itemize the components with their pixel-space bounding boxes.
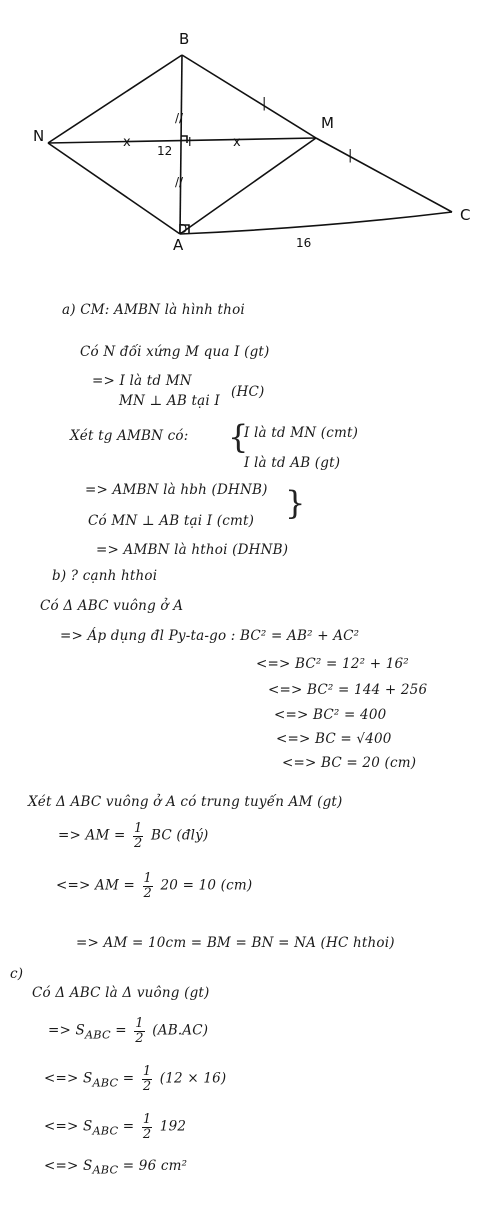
segment-AC (180, 212, 452, 234)
fraction-num: 1 (135, 1016, 144, 1031)
tick-BI: // (175, 111, 184, 125)
part-b-line-2: => Áp dụng đl Py-ta-go : BC² = AB² + AC² (60, 628, 360, 644)
area-symbol: <=> S (44, 1070, 93, 1087)
part-b-line-1: Có Δ ABC vuông ở A (40, 598, 184, 614)
area-subscript: ABC (92, 1124, 119, 1138)
length-AC: 16 (296, 236, 312, 250)
label-N: N (33, 127, 45, 145)
area-symbol: => S (48, 1022, 85, 1039)
part-b-line-4: <=> BC² = 144 + 256 (268, 682, 428, 698)
area-formula: (AB.AC) (152, 1022, 209, 1039)
fraction-den: 2 (134, 835, 143, 851)
fraction-half-5 (142, 1113, 152, 1141)
label-I: I (188, 135, 192, 149)
fraction-half-4 (142, 1065, 152, 1093)
fraction-den: 2 (142, 1078, 152, 1094)
part-a-line-6: I là td AB (gt) (244, 455, 341, 471)
fraction-den: 2 (135, 1030, 144, 1046)
am-value-left: <=> AM = (56, 877, 136, 894)
part-c-line-3 (44, 1065, 226, 1093)
fraction-half-3 (134, 1017, 144, 1045)
area-subscript: ABC (84, 1028, 111, 1042)
right-angle-mark-I (181, 136, 187, 143)
part-b-heading: b) ? cạnh hthoi (52, 568, 158, 584)
part-b-line-8: Xét Δ ABC vuông ở A có trung tuyến AM (gt) (28, 794, 343, 810)
part-a-line-3: MN ⊥ AB tại I (119, 393, 220, 409)
label-B: B (179, 30, 190, 48)
segment-NM (48, 138, 316, 143)
part-a-line-7: => AMBN là hbh (DHNB) (85, 482, 268, 498)
brace-1: { (228, 418, 249, 456)
part-b-line-9 (58, 822, 209, 850)
part-b-line-6: <=> BC = √400 (276, 731, 392, 747)
part-a-line-8: Có MN ⊥ AB tại I (cmt) (88, 513, 255, 529)
segment-MC (316, 138, 452, 212)
part-a-heading: a) CM: AMBN là hình thoi (62, 302, 245, 318)
fraction-half (133, 822, 143, 850)
equals-sign: = (122, 1118, 135, 1135)
area-product: (12 × 16) (159, 1070, 227, 1087)
fraction-half-2 (143, 872, 153, 900)
tick-IA: // (175, 175, 184, 189)
part-b-line-3: <=> BC² = 12² + 16² (256, 656, 409, 672)
tick-IM: x (233, 135, 241, 150)
part-a-line-2: => I là td MN (92, 373, 192, 389)
equals-sign: = (122, 1070, 135, 1087)
am-equation-right: BC (đlý) (150, 827, 209, 844)
part-c-line-1: Có Δ ABC là Δ vuông (gt) (32, 985, 210, 1001)
length-NI: 12 (157, 144, 173, 158)
segment-BM (182, 55, 316, 138)
fraction-num: 1 (134, 821, 143, 836)
part-a-line-3-note: (HC) (231, 384, 265, 400)
part-c-line-4 (44, 1113, 186, 1141)
am-equation-left: => AM = (58, 827, 126, 844)
segment-AM (180, 138, 316, 234)
part-b-line-5: <=> BC² = 400 (274, 707, 387, 723)
segment-BN (48, 55, 182, 143)
fraction-num: 1 (143, 871, 152, 886)
tick-BM: | (262, 96, 267, 111)
part-c-line-2 (48, 1017, 208, 1045)
part-a-line-1: Có N đối xứng M qua I (gt) (80, 344, 270, 360)
label-M: M (321, 114, 334, 132)
area-subscript: ABC (92, 1163, 119, 1177)
part-b-line-7: <=> BC = 20 (cm) (282, 755, 417, 771)
segment-AB (180, 55, 182, 234)
brace-2: } (285, 484, 306, 522)
geometry-figure (0, 0, 489, 270)
equals-sign: = (115, 1022, 127, 1039)
fraction-num: 1 (142, 1112, 152, 1127)
part-a-line-5: I là td MN (cmt) (244, 425, 359, 441)
area-value: 192 (159, 1118, 187, 1135)
am-value-right: 20 = 10 (cm) (160, 877, 253, 894)
part-b-line-10 (56, 872, 252, 900)
part-c-heading: c) (10, 966, 24, 982)
area-subscript: ABC (92, 1076, 119, 1090)
fraction-num: 1 (142, 1064, 152, 1079)
label-A: A (173, 236, 184, 254)
label-D: D (178, 222, 188, 236)
label-C: C (460, 206, 471, 224)
part-a-line-4: Xét tg AMBN có: (70, 428, 189, 444)
fraction-den: 2 (143, 885, 152, 901)
part-a-line-9: => AMBN là hthoi (DHNB) (96, 542, 289, 558)
tick-MC: | (348, 148, 353, 163)
fraction-den: 2 (142, 1126, 152, 1142)
area-symbol: <=> S (44, 1118, 93, 1135)
tick-NI: x (123, 135, 131, 150)
area-result: = 96 cm² (122, 1158, 188, 1174)
area-symbol: <=> S (44, 1158, 93, 1174)
part-b-line-11: => AM = 10cm = BM = BN = NA (HC hthoi) (76, 935, 395, 951)
part-c-line-5 (44, 1158, 187, 1177)
